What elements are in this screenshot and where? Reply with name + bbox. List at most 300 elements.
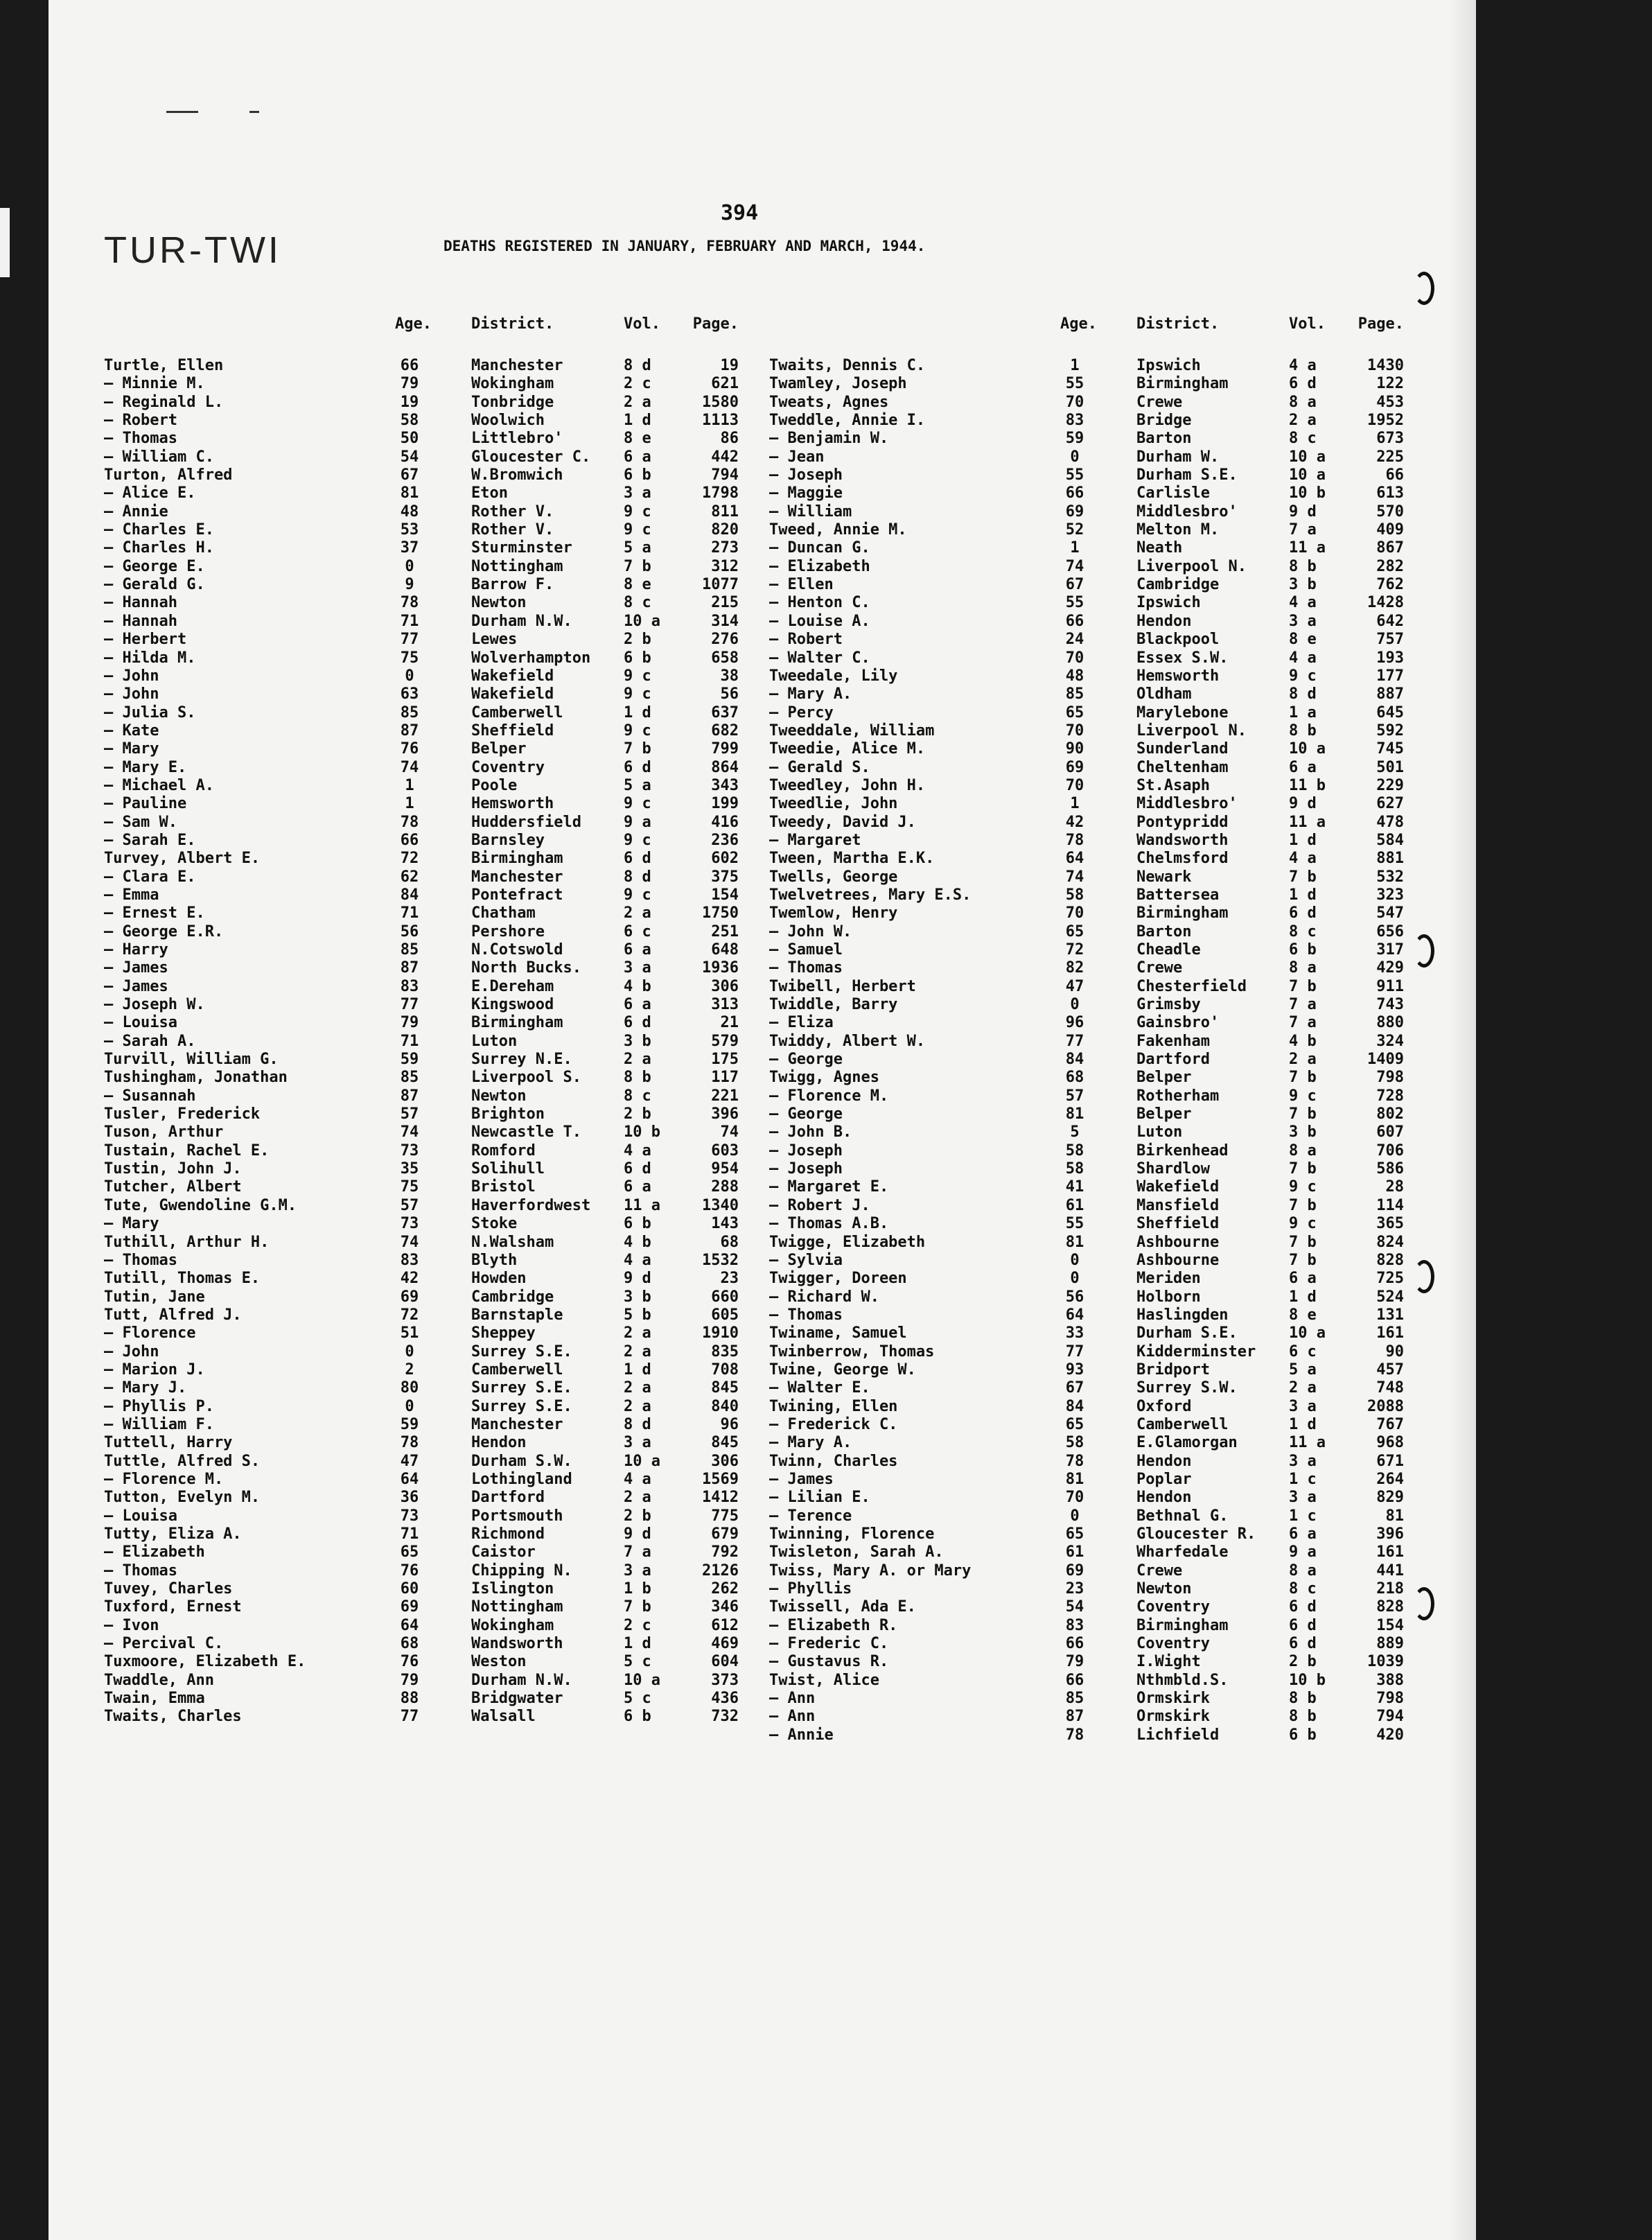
- entry-name: Tutt, Alfred J.: [104, 1306, 242, 1324]
- entry-district: Barrow F.: [471, 576, 554, 594]
- entry-name: Tuthill, Arthur H.: [104, 1233, 270, 1251]
- entry-vol: 3 a: [624, 959, 651, 977]
- entry-name: — John B.: [769, 1123, 852, 1141]
- entry-district: Surrey N.E.: [471, 1051, 572, 1069]
- entry-district: Crewe: [1136, 1561, 1183, 1580]
- entry-page: 1428: [1367, 594, 1404, 612]
- entry-vol: 6 b: [624, 649, 651, 667]
- entry-age: 0: [1070, 1507, 1080, 1525]
- entry-district: Barnstaple: [471, 1306, 563, 1324]
- entry-vol: 8 c: [624, 1087, 651, 1105]
- entry-vol: 10 a: [1289, 740, 1326, 758]
- entry-page: 396: [711, 1105, 739, 1123]
- entry-district: Lewes: [471, 631, 518, 649]
- entry-page: 19: [720, 357, 739, 374]
- entry-page: 441: [1376, 1561, 1404, 1580]
- entry-age: 66: [1065, 484, 1084, 502]
- entry-age: 85: [400, 703, 419, 721]
- entry-district: Dartford: [471, 1489, 545, 1507]
- entry-name: — Joseph: [769, 1160, 843, 1178]
- entry-page: 56: [720, 685, 739, 703]
- entry-district: Barnsley: [471, 831, 545, 849]
- entry-page: 968: [1376, 1434, 1404, 1452]
- entry-name: — Charles E.: [104, 521, 214, 539]
- entry-vol: 7 b: [1289, 868, 1317, 886]
- entry-district: Sunderland: [1136, 740, 1229, 758]
- entry-age: 58: [400, 412, 419, 430]
- entry-vol: 1 c: [1289, 1507, 1317, 1525]
- entry-district: Manchester: [471, 357, 563, 374]
- entry-age: 1: [405, 776, 414, 794]
- entry-district: Walsall: [471, 1708, 536, 1726]
- entry-vol: 3 b: [624, 1288, 651, 1306]
- entry-age: 0: [405, 667, 414, 685]
- entry-name: — Gerald G.: [104, 576, 205, 594]
- entry-name: Tuson, Arthur: [104, 1123, 224, 1141]
- entry-age: 59: [400, 1051, 419, 1069]
- entry-age: 59: [1065, 430, 1084, 448]
- entry-age: 67: [1065, 1379, 1084, 1397]
- entry-district: Kidderminster: [1136, 1342, 1256, 1360]
- entry-district: Cambridge: [471, 1288, 554, 1306]
- entry-page: 867: [1376, 539, 1404, 557]
- entry-age: 1: [1070, 795, 1080, 813]
- entry-district: Battersea: [1136, 886, 1220, 904]
- entry-age: 77: [400, 631, 419, 649]
- entry-age: 9: [405, 576, 414, 594]
- entry-name: — Alice E.: [104, 484, 196, 502]
- entry-age: 0: [405, 1342, 414, 1360]
- entry-page: 143: [711, 1215, 739, 1233]
- entry-page: 1409: [1367, 1051, 1404, 1069]
- entry-name: Tuvey, Charles: [104, 1580, 233, 1598]
- entry-vol: 2 a: [624, 393, 651, 411]
- entry-vol: 7 b: [1289, 1160, 1317, 1178]
- entry-district: Stoke: [471, 1215, 518, 1233]
- entry-page: 215: [711, 594, 739, 612]
- entry-name: — John W.: [769, 922, 852, 940]
- entry-page: 1569: [702, 1470, 739, 1488]
- entry-vol: 3 a: [1289, 1452, 1317, 1470]
- entry-vol: 4 a: [624, 1470, 651, 1488]
- entry-district: Richmond: [471, 1525, 545, 1543]
- entry-age: 53: [400, 521, 419, 539]
- entry-district: Coventry: [1136, 1598, 1210, 1616]
- entry-vol: 9 d: [624, 1525, 651, 1543]
- entry-page: 193: [1376, 649, 1404, 667]
- entry-district: Bristol: [471, 1178, 536, 1196]
- entry-age: 81: [400, 484, 419, 502]
- entry-page: 547: [1376, 904, 1404, 922]
- entry-page: 762: [1376, 576, 1404, 594]
- entry-page: 2126: [702, 1561, 739, 1580]
- entry-page: 114: [1376, 1196, 1404, 1214]
- entry-vol: 9 c: [1289, 1178, 1317, 1196]
- entry-vol: 2 c: [624, 1616, 651, 1634]
- entry-name: Twiddy, Albert W.: [769, 1032, 926, 1050]
- entry-page: 501: [1376, 758, 1404, 776]
- entry-age: 79: [1065, 1653, 1084, 1671]
- entry-page: 1532: [702, 1251, 739, 1269]
- entry-district: Birmingham: [1136, 375, 1229, 393]
- entry-age: 75: [400, 649, 419, 667]
- entry-page: 613: [1376, 484, 1404, 502]
- entry-vol: 3 a: [624, 1561, 651, 1580]
- entry-district: Rotherham: [1136, 1087, 1220, 1105]
- entry-page: 767: [1376, 1415, 1404, 1433]
- entry-name: — Mary E.: [104, 758, 187, 776]
- entry-age: 5: [1070, 1123, 1080, 1141]
- entry-vol: 2 a: [624, 1324, 651, 1342]
- header-page: Page.: [692, 315, 739, 333]
- entry-name: — Duncan G.: [769, 539, 870, 557]
- entry-vol: 8 a: [1289, 959, 1317, 977]
- entry-age: 78: [1065, 1452, 1084, 1470]
- entry-name: Tweeddale, William: [769, 721, 935, 740]
- entry-page: 1952: [1367, 412, 1404, 430]
- entry-vol: 8 e: [1289, 631, 1317, 649]
- header-vol: Vol.: [1289, 315, 1326, 333]
- entry-vol: 11 a: [1289, 813, 1326, 831]
- entry-age: 81: [1065, 1105, 1084, 1123]
- entry-vol: 7 b: [624, 1598, 651, 1616]
- entry-page: 442: [711, 448, 739, 466]
- entry-age: 0: [1070, 996, 1080, 1014]
- entry-district: Durham S.E.: [1136, 466, 1238, 484]
- entry-vol: 8 b: [1289, 721, 1317, 740]
- entry-vol: 7 b: [1289, 977, 1317, 995]
- entry-district: Pershore: [471, 922, 545, 940]
- entry-name: Twigge, Elizabeth: [769, 1233, 926, 1251]
- entry-age: 65: [1065, 922, 1084, 940]
- entry-page: 864: [711, 758, 739, 776]
- entry-district: Bridgwater: [471, 1690, 563, 1708]
- entry-vol: 6 d: [1289, 1635, 1317, 1653]
- entry-district: Nthmbld.S.: [1136, 1671, 1229, 1689]
- entry-page: 605: [711, 1306, 739, 1324]
- entry-name: Twissell, Ada E.: [769, 1598, 916, 1616]
- entry-age: 0: [1070, 1251, 1080, 1269]
- entry-name: Twigg, Agnes: [769, 1069, 879, 1087]
- entry-name: — Elizabeth: [769, 557, 870, 575]
- entry-age: 85: [1065, 1690, 1084, 1708]
- entry-age: 51: [400, 1324, 419, 1342]
- entry-vol: 9 c: [1289, 667, 1317, 685]
- entry-vol: 4 a: [1289, 357, 1317, 374]
- entry-vol: 2 a: [624, 1379, 651, 1397]
- entry-vol: 6 d: [624, 1160, 651, 1178]
- entry-district: Ormskirk: [1136, 1708, 1210, 1726]
- entry-district: Crewe: [1136, 959, 1183, 977]
- entry-age: 77: [400, 1708, 419, 1726]
- entry-district: Belper: [1136, 1069, 1192, 1087]
- entry-page: 66: [1385, 466, 1404, 484]
- entry-vol: 8 d: [1289, 685, 1317, 703]
- entry-vol: 5 a: [624, 776, 651, 794]
- entry-page: 276: [711, 631, 739, 649]
- entry-district: Weston: [471, 1653, 527, 1671]
- entry-page: 612: [711, 1616, 739, 1634]
- entry-vol: 2 b: [624, 1507, 651, 1525]
- entry-name: — Thomas: [769, 959, 843, 977]
- entry-vol: 8 e: [1289, 1306, 1317, 1324]
- entry-name: — Mary J.: [104, 1379, 187, 1397]
- entry-page: 679: [711, 1525, 739, 1543]
- entry-district: Newton: [1136, 1580, 1192, 1598]
- entry-district: Huddersfield: [471, 813, 581, 831]
- entry-vol: 2 b: [1289, 1653, 1317, 1671]
- entry-age: 83: [400, 977, 419, 995]
- entry-district: Kingswood: [471, 996, 554, 1014]
- entry-district: Wakefield: [1136, 1178, 1220, 1196]
- entry-page: 38: [720, 667, 739, 685]
- entry-district: Middlesbro': [1136, 795, 1238, 813]
- entry-name: Tweedley, John H.: [769, 776, 926, 794]
- entry-name: — Phyllis: [769, 1580, 852, 1598]
- entry-age: 68: [400, 1635, 419, 1653]
- entry-district: Durham N.W.: [471, 612, 572, 630]
- entry-page: 68: [720, 1233, 739, 1251]
- entry-name: Twiss, Mary A. or Mary: [769, 1561, 972, 1580]
- page-number: 394: [721, 201, 759, 225]
- entry-vol: 7 a: [624, 1543, 651, 1561]
- entry-age: 64: [1065, 850, 1084, 868]
- entry-age: 96: [1065, 1014, 1084, 1032]
- entry-district: Manchester: [471, 868, 563, 886]
- entry-name: Twinning, Florence: [769, 1525, 935, 1543]
- entry-page: 346: [711, 1598, 739, 1616]
- entry-vol: 2 a: [1289, 1379, 1317, 1397]
- entry-name: — John: [104, 685, 159, 703]
- entry-vol: 6 d: [1289, 375, 1317, 393]
- entry-age: 73: [400, 1507, 419, 1525]
- entry-age: 42: [1065, 813, 1084, 831]
- entry-district: Fakenham: [1136, 1032, 1210, 1050]
- entry-district: Islington: [471, 1580, 554, 1598]
- entry-page: 161: [1376, 1543, 1404, 1561]
- entry-age: 41: [1065, 1178, 1084, 1196]
- entry-age: 61: [1065, 1196, 1084, 1214]
- entry-name: Tuxford, Ernest: [104, 1598, 242, 1616]
- entry-page: 177: [1376, 667, 1404, 685]
- entry-vol: 11 b: [1289, 776, 1326, 794]
- entry-age: 24: [1065, 631, 1084, 649]
- entry-page: 845: [711, 1379, 739, 1397]
- entry-page: 365: [1376, 1215, 1404, 1233]
- entry-name: Tweedie, Alice M.: [769, 740, 926, 758]
- entry-district: Birkenhead: [1136, 1141, 1229, 1160]
- entry-district: Meriden: [1136, 1270, 1201, 1288]
- entry-district: Solihull: [471, 1160, 545, 1178]
- entry-name: — William F.: [104, 1415, 214, 1433]
- entry-district: Hendon: [1136, 612, 1192, 630]
- entry-district: Wakefield: [471, 685, 554, 703]
- entry-vol: 4 b: [624, 977, 651, 995]
- entry-age: 47: [400, 1452, 419, 1470]
- entry-district: Poole: [471, 776, 518, 794]
- entry-vol: 11 a: [624, 1196, 660, 1214]
- entry-vol: 8 c: [624, 594, 651, 612]
- entry-page: 621: [711, 375, 739, 393]
- entry-page: 218: [1376, 1580, 1404, 1598]
- entry-age: 83: [1065, 1616, 1084, 1634]
- entry-district: Newcastle T.: [471, 1123, 581, 1141]
- entry-name: — Jean: [769, 448, 825, 466]
- entry-district: Birmingham: [1136, 904, 1229, 922]
- entry-vol: 3 a: [1289, 1397, 1317, 1415]
- entry-vol: 8 a: [1289, 1561, 1317, 1580]
- entry-name: — Louise A.: [769, 612, 870, 630]
- entry-district: Bridge: [1136, 412, 1192, 430]
- entry-name: Turtle, Ellen: [104, 357, 224, 374]
- entry-page: 306: [711, 977, 739, 995]
- entry-name: — Percival C.: [104, 1635, 224, 1653]
- entry-district: Chipping N.: [471, 1561, 572, 1580]
- entry-vol: 9 a: [624, 813, 651, 831]
- entry-name: — Joseph W.: [104, 996, 205, 1014]
- entry-district: Haverfordwest: [471, 1196, 591, 1214]
- entry-vol: 1 d: [1289, 886, 1317, 904]
- entry-age: 93: [1065, 1360, 1084, 1379]
- entry-age: 88: [400, 1690, 419, 1708]
- entry-page: 570: [1376, 502, 1404, 520]
- entry-name: — Louisa: [104, 1014, 177, 1032]
- entry-age: 77: [1065, 1032, 1084, 1050]
- entry-age: 60: [400, 1580, 419, 1598]
- entry-vol: 3 a: [1289, 612, 1317, 630]
- entry-vol: 4 a: [1289, 649, 1317, 667]
- entry-vol: 4 a: [1289, 594, 1317, 612]
- entry-page: 811: [711, 502, 739, 520]
- entry-district: Tonbridge: [471, 393, 554, 411]
- entry-age: 70: [1065, 721, 1084, 740]
- entry-name: — James: [769, 1470, 834, 1488]
- entry-vol: 8 e: [624, 576, 651, 594]
- entry-district: Durham S.E.: [1136, 1324, 1238, 1342]
- entry-name: — Thomas: [104, 1251, 177, 1269]
- entry-vol: 8 b: [1289, 1708, 1317, 1726]
- entry-page: 273: [711, 539, 739, 557]
- entry-page: 828: [1376, 1598, 1404, 1616]
- entry-age: 72: [400, 1306, 419, 1324]
- entry-district: Eton: [471, 484, 508, 502]
- entry-vol: 10 a: [1289, 466, 1326, 484]
- entry-page: 262: [711, 1580, 739, 1598]
- entry-district: Crewe: [1136, 393, 1183, 411]
- entry-name: Tutty, Eliza A.: [104, 1525, 242, 1543]
- entry-vol: 1 d: [1289, 1415, 1317, 1433]
- entry-page: 225: [1376, 448, 1404, 466]
- entry-vol: 10 b: [1289, 484, 1326, 502]
- entry-vol: 8 c: [1289, 922, 1317, 940]
- entry-age: 74: [400, 758, 419, 776]
- entry-age: 70: [1065, 904, 1084, 922]
- entry-age: 80: [400, 1379, 419, 1397]
- entry-age: 57: [1065, 1087, 1084, 1105]
- entry-name: — Michael A.: [104, 776, 214, 794]
- entry-age: 19: [400, 393, 419, 411]
- entry-age: 1: [405, 795, 414, 813]
- entry-name: — Terence: [769, 1507, 852, 1525]
- entry-district: Carlisle: [1136, 484, 1210, 502]
- entry-page: 794: [1376, 1708, 1404, 1726]
- entry-vol: 4 a: [624, 1251, 651, 1269]
- entry-district: Cambridge: [1136, 576, 1220, 594]
- entry-page: 592: [1376, 721, 1404, 740]
- entry-age: 66: [1065, 612, 1084, 630]
- entry-page: 887: [1376, 685, 1404, 703]
- entry-name: Turvey, Albert E.: [104, 850, 261, 868]
- entry-name: — Walter C.: [769, 649, 870, 667]
- entry-district: Hemsworth: [1136, 667, 1220, 685]
- entry-page: 409: [1376, 521, 1404, 539]
- entry-district: Surrey S.E.: [471, 1397, 572, 1415]
- entry-age: 48: [400, 502, 419, 520]
- entry-age: 64: [1065, 1306, 1084, 1324]
- entry-page: 648: [711, 941, 739, 959]
- entry-vol: 5 c: [624, 1653, 651, 1671]
- entry-district: Shardlow: [1136, 1160, 1210, 1178]
- binding-hole: [1414, 1587, 1434, 1620]
- entry-age: 65: [1065, 1415, 1084, 1433]
- entry-page: 1113: [702, 412, 739, 430]
- entry-age: 55: [1065, 1215, 1084, 1233]
- entry-name: Twamley, Joseph: [769, 375, 907, 393]
- entry-vol: 6 a: [624, 996, 651, 1014]
- entry-vol: 2 a: [624, 1342, 651, 1360]
- entry-name: — Elizabeth R.: [769, 1616, 898, 1634]
- entry-age: 77: [400, 996, 419, 1014]
- entry-name: — Sam W.: [104, 813, 177, 831]
- entry-page: 453: [1376, 393, 1404, 411]
- entry-district: Sturminster: [471, 539, 572, 557]
- entry-vol: 9 c: [624, 521, 651, 539]
- entry-age: 54: [400, 448, 419, 466]
- entry-age: 69: [1065, 502, 1084, 520]
- entry-age: 70: [1065, 649, 1084, 667]
- entry-age: 84: [1065, 1397, 1084, 1415]
- entry-vol: 8 c: [1289, 430, 1317, 448]
- entry-name: — Eliza: [769, 1014, 834, 1032]
- entry-name: — George E.: [104, 557, 205, 575]
- entry-vol: 6 b: [1289, 941, 1317, 959]
- entry-name: — Herbert: [104, 631, 187, 649]
- entry-age: 50: [400, 430, 419, 448]
- entry-page: 656: [1376, 922, 1404, 940]
- entry-district: Brighton: [471, 1105, 545, 1123]
- entry-age: 74: [400, 1123, 419, 1141]
- entry-district: Belper: [1136, 1105, 1192, 1123]
- entry-page: 603: [711, 1141, 739, 1160]
- entry-page: 1039: [1367, 1653, 1404, 1671]
- entry-vol: 6 a: [1289, 758, 1317, 776]
- entry-vol: 5 b: [624, 1306, 651, 1324]
- entry-name: — Percy: [769, 703, 834, 721]
- entry-age: 81: [1065, 1470, 1084, 1488]
- entry-age: 78: [1065, 831, 1084, 849]
- entry-name: Twelvetrees, Mary E.S.: [769, 886, 972, 904]
- entry-name: — Hilda M.: [104, 649, 196, 667]
- entry-vol: 3 b: [1289, 1123, 1317, 1141]
- entry-page: 1077: [702, 576, 739, 594]
- entry-district: Middlesbro': [1136, 502, 1238, 520]
- entry-page: 757: [1376, 631, 1404, 649]
- entry-page: 478: [1376, 813, 1404, 831]
- entry-name: Tweedlie, John: [769, 795, 898, 813]
- entry-page: 840: [711, 1397, 739, 1415]
- entry-age: 87: [400, 721, 419, 740]
- entry-name: Twaddle, Ann: [104, 1671, 214, 1689]
